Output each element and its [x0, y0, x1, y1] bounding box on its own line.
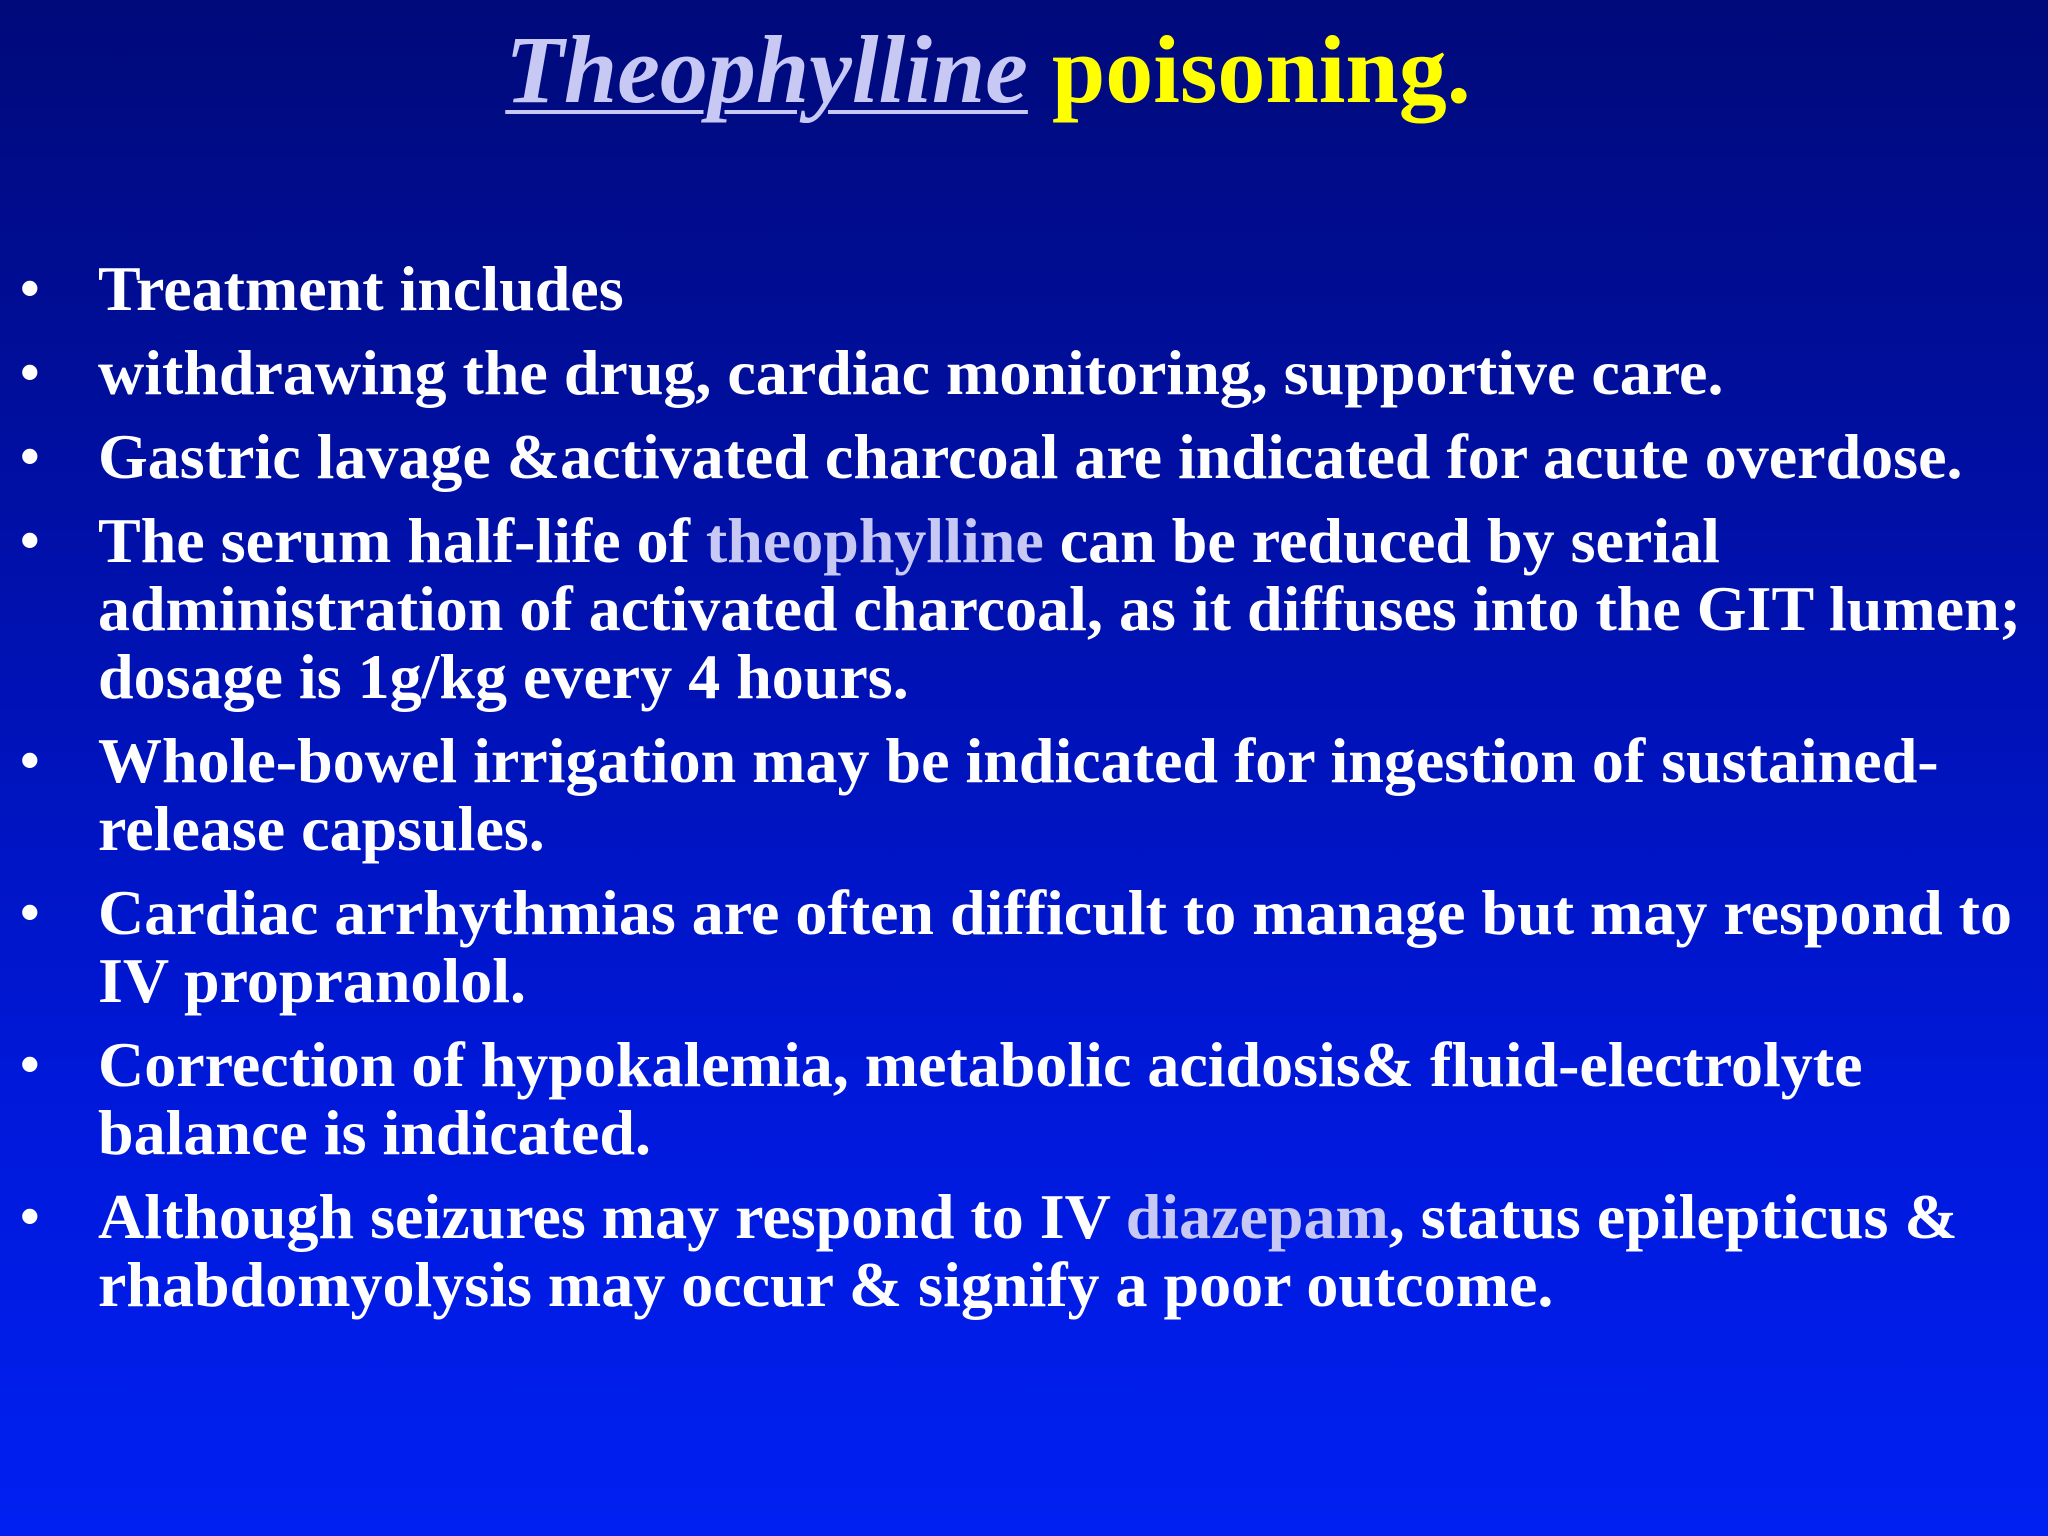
bullet-item — [0, 255, 2048, 323]
bullet-item — [0, 1183, 2048, 1319]
bullet-text: Treatment includes — [98, 253, 624, 324]
title-poisoning: poisoning. — [1027, 16, 1471, 123]
bullet-text-after: can be reduced by serial administration of activated charcoal, as it diffuses into the GIT lumen; dosage is 1g/kg every 4 hours. — [98, 505, 2021, 712]
bullet-icon: • — [20, 730, 40, 792]
bullet-text: Cardiac arrhythmias are often difficult to manage but may respond to IV propranolol. — [98, 877, 2012, 1016]
bullet-item — [0, 879, 2048, 1015]
bullet-text: Whole-bowel irrigation may be indicated for ingestion of sustained-release capsules. — [98, 725, 1939, 864]
bullet-text-before: The serum half-life of — [98, 505, 706, 576]
drug-name-highlight: theophylline — [705, 505, 1044, 576]
bullet-item — [0, 507, 2048, 711]
bullet-icon: • — [20, 342, 40, 404]
bullet-item — [0, 1031, 2048, 1167]
bullet-icon: • — [20, 510, 40, 572]
bullet-item — [0, 727, 2048, 863]
bullet-text-before: Although seizures may respond to IV — [98, 1181, 1126, 1252]
drug-name-highlight: diazepam — [1125, 1181, 1389, 1252]
bullet-icon: • — [20, 258, 40, 320]
bullet-text: withdrawing the drug, cardiac monitoring, supportive care. — [98, 337, 1724, 408]
title-drug-name: Theophylline — [505, 16, 1028, 123]
bullet-list — [0, 255, 2048, 1335]
slide-title — [0, 12, 1976, 128]
bullet-item — [0, 423, 2048, 491]
bullet-icon: • — [20, 1186, 40, 1248]
bullet-icon: • — [20, 426, 40, 488]
bullet-text: Correction of hypokalemia, metabolic acidosis& fluid-electrolyte balance is indicated. — [98, 1029, 1863, 1168]
bullet-text-after: , status epilepticus & rhabdomyolysis may occur & signify a poor outcome. — [98, 1181, 1958, 1320]
bullet-text: Gastric lavage &activated charcoal are indicated for acute overdose. — [98, 421, 1963, 492]
bullet-icon: • — [20, 882, 40, 944]
bullet-item — [0, 339, 2048, 407]
bullet-icon: • — [20, 1034, 40, 1096]
